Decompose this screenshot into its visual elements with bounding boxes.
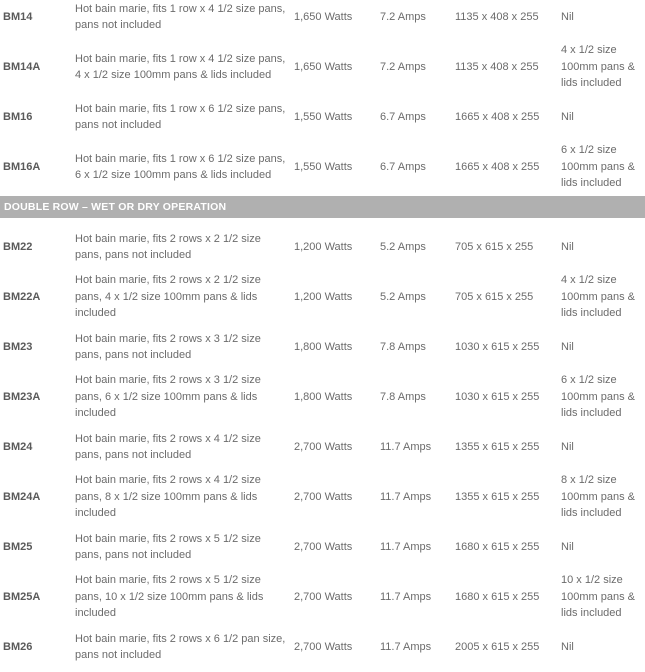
power-rating: 1,800 Watts: [294, 390, 353, 403]
dimensions: 1355 x 615 x 255: [455, 440, 540, 453]
product-code: BM23: [3, 340, 33, 353]
product-description: Hot bain marie, fits 2 rows x 4 1/2 size pans, 8 x 1/2 size 100mm pans & lids included: [75, 474, 261, 520]
dimensions: 1030 x 615 x 255: [455, 340, 540, 353]
power-rating: 2,700 Watts: [294, 440, 353, 453]
table-row: [0, 142, 645, 192]
power-rating: 1,550 Watts: [294, 110, 353, 123]
included-extras: 10 x 1/2 size 100mm pans & lids included: [561, 574, 635, 620]
table-row: [0, 522, 645, 572]
product-description: Hot bain marie, fits 2 rows x 2 1/2 size pans, 4 x 1/2 size 100mm pans & lids included: [75, 274, 261, 320]
current-rating: 5.2 Amps: [380, 240, 426, 253]
product-code: BM16A: [3, 160, 41, 173]
power-rating: 2,700 Watts: [294, 590, 353, 603]
dimensions: 2005 x 615 x 255: [455, 640, 540, 653]
product-code: BM16: [3, 110, 33, 123]
table-row: [0, 322, 645, 372]
table-row: [0, 272, 645, 322]
included-extras: Nil: [561, 110, 574, 123]
current-rating: 7.8 Amps: [380, 340, 426, 353]
product-description: Hot bain marie, fits 1 row x 4 1/2 size pans, 4 x 1/2 size 100mm pans & lids included: [75, 52, 286, 81]
included-extras: Nil: [561, 540, 574, 553]
current-rating: 5.2 Amps: [380, 290, 426, 303]
current-rating: 11.7 Amps: [380, 440, 432, 453]
dimensions: 1665 x 408 x 255: [455, 110, 540, 123]
dimensions: 705 x 615 x 255: [455, 240, 534, 253]
product-description: Hot bain marie, fits 2 rows x 4 1/2 size pans, pans not included: [75, 432, 261, 461]
power-rating: 2,700 Watts: [294, 540, 353, 553]
current-rating: 7.2 Amps: [380, 10, 426, 23]
current-rating: 6.7 Amps: [380, 110, 426, 123]
table-row: [0, 42, 645, 92]
dimensions: 1665 x 408 x 255: [455, 160, 540, 173]
current-rating: 11.7 Amps: [380, 640, 432, 653]
included-extras: 4 x 1/2 size 100mm pans & lids included: [561, 44, 635, 90]
product-description: Hot bain marie, fits 2 rows x 3 1/2 size pans, pans not included: [75, 332, 261, 361]
included-extras: Nil: [561, 640, 574, 653]
product-description: Hot bain marie, fits 1 row x 6 1/2 size pans, 6 x 1/2 size 100mm pans & lids included: [75, 152, 286, 181]
product-code: BM25A: [3, 590, 41, 603]
current-rating: 6.7 Amps: [380, 160, 426, 173]
table-row: [0, 222, 645, 272]
product-code: BM24A: [3, 490, 41, 503]
power-rating: 1,200 Watts: [294, 240, 353, 253]
current-rating: 7.8 Amps: [380, 390, 426, 403]
included-extras: 6 x 1/2 size 100mm pans & lids included: [561, 144, 635, 190]
power-rating: 1,200 Watts: [294, 290, 353, 303]
current-rating: 7.2 Amps: [380, 60, 426, 73]
power-rating: 1,650 Watts: [294, 10, 353, 23]
product-description: Hot bain marie, fits 2 rows x 6 1/2 pan size, pans not included: [75, 632, 286, 661]
single-row-group: [0, 0, 645, 192]
power-rating: 2,700 Watts: [294, 640, 353, 653]
product-code: BM24: [3, 440, 33, 453]
included-extras: Nil: [561, 440, 574, 453]
current-rating: 11.7 Amps: [380, 540, 432, 553]
table-row: [0, 472, 645, 522]
table-row: [0, 372, 645, 422]
included-extras: Nil: [561, 10, 574, 23]
table-row: [0, 0, 645, 42]
dimensions: 705 x 615 x 255: [455, 290, 534, 303]
product-description: Hot bain marie, fits 2 rows x 2 1/2 size pans, pans not included: [75, 232, 261, 261]
dimensions: 1680 x 615 x 255: [455, 540, 540, 553]
included-extras: 6 x 1/2 size 100mm pans & lids included: [561, 374, 635, 420]
product-description: Hot bain marie, fits 2 rows x 3 1/2 size pans, 6 x 1/2 size 100mm pans & lids included: [75, 374, 261, 420]
product-code: BM22A: [3, 290, 41, 303]
power-rating: 1,550 Watts: [294, 160, 353, 173]
section-title-double-row: DOUBLE ROW – WET OR DRY OPERATION: [0, 196, 645, 218]
section-header-group: [0, 192, 645, 222]
section-header-row: [0, 196, 645, 218]
product-code: BM14: [3, 10, 33, 23]
table-row: [0, 422, 645, 472]
product-description: Hot bain marie, fits 1 row x 6 1/2 size pans, pans not included: [75, 102, 286, 131]
included-extras: Nil: [561, 240, 574, 253]
included-extras: Nil: [561, 340, 574, 353]
product-description: Hot bain marie, fits 2 rows x 5 1/2 size pans, 10 x 1/2 size 100mm pans & lids included: [75, 574, 264, 620]
dimensions: 1135 x 408 x 255: [455, 60, 539, 73]
product-code: BM26: [3, 640, 33, 653]
current-rating: 11.7 Amps: [380, 590, 432, 603]
product-code: BM14A: [3, 60, 41, 73]
table-row: [0, 92, 645, 142]
dimensions: 1680 x 615 x 255: [455, 590, 540, 603]
included-extras: 8 x 1/2 size 100mm pans & lids included: [561, 474, 635, 520]
product-description: Hot bain marie, fits 1 row x 4 1/2 size pans, pans not included: [75, 2, 286, 31]
table-row: [0, 572, 645, 622]
power-rating: 1,800 Watts: [294, 340, 353, 353]
included-extras: 4 x 1/2 size 100mm pans & lids included: [561, 274, 635, 320]
double-row-group: [0, 222, 645, 672]
dimensions: 1135 x 408 x 255: [455, 10, 539, 23]
dimensions: 1355 x 615 x 255: [455, 490, 540, 503]
current-rating: 11.7 Amps: [380, 490, 432, 503]
product-code: BM23A: [3, 390, 41, 403]
power-rating: 2,700 Watts: [294, 490, 353, 503]
product-description: Hot bain marie, fits 2 rows x 5 1/2 size pans, pans not included: [75, 532, 261, 561]
product-code: BM22: [3, 240, 33, 253]
table-row: [0, 622, 645, 672]
dimensions: 1030 x 615 x 255: [455, 390, 540, 403]
power-rating: 1,650 Watts: [294, 60, 353, 73]
product-code: BM25: [3, 540, 33, 553]
